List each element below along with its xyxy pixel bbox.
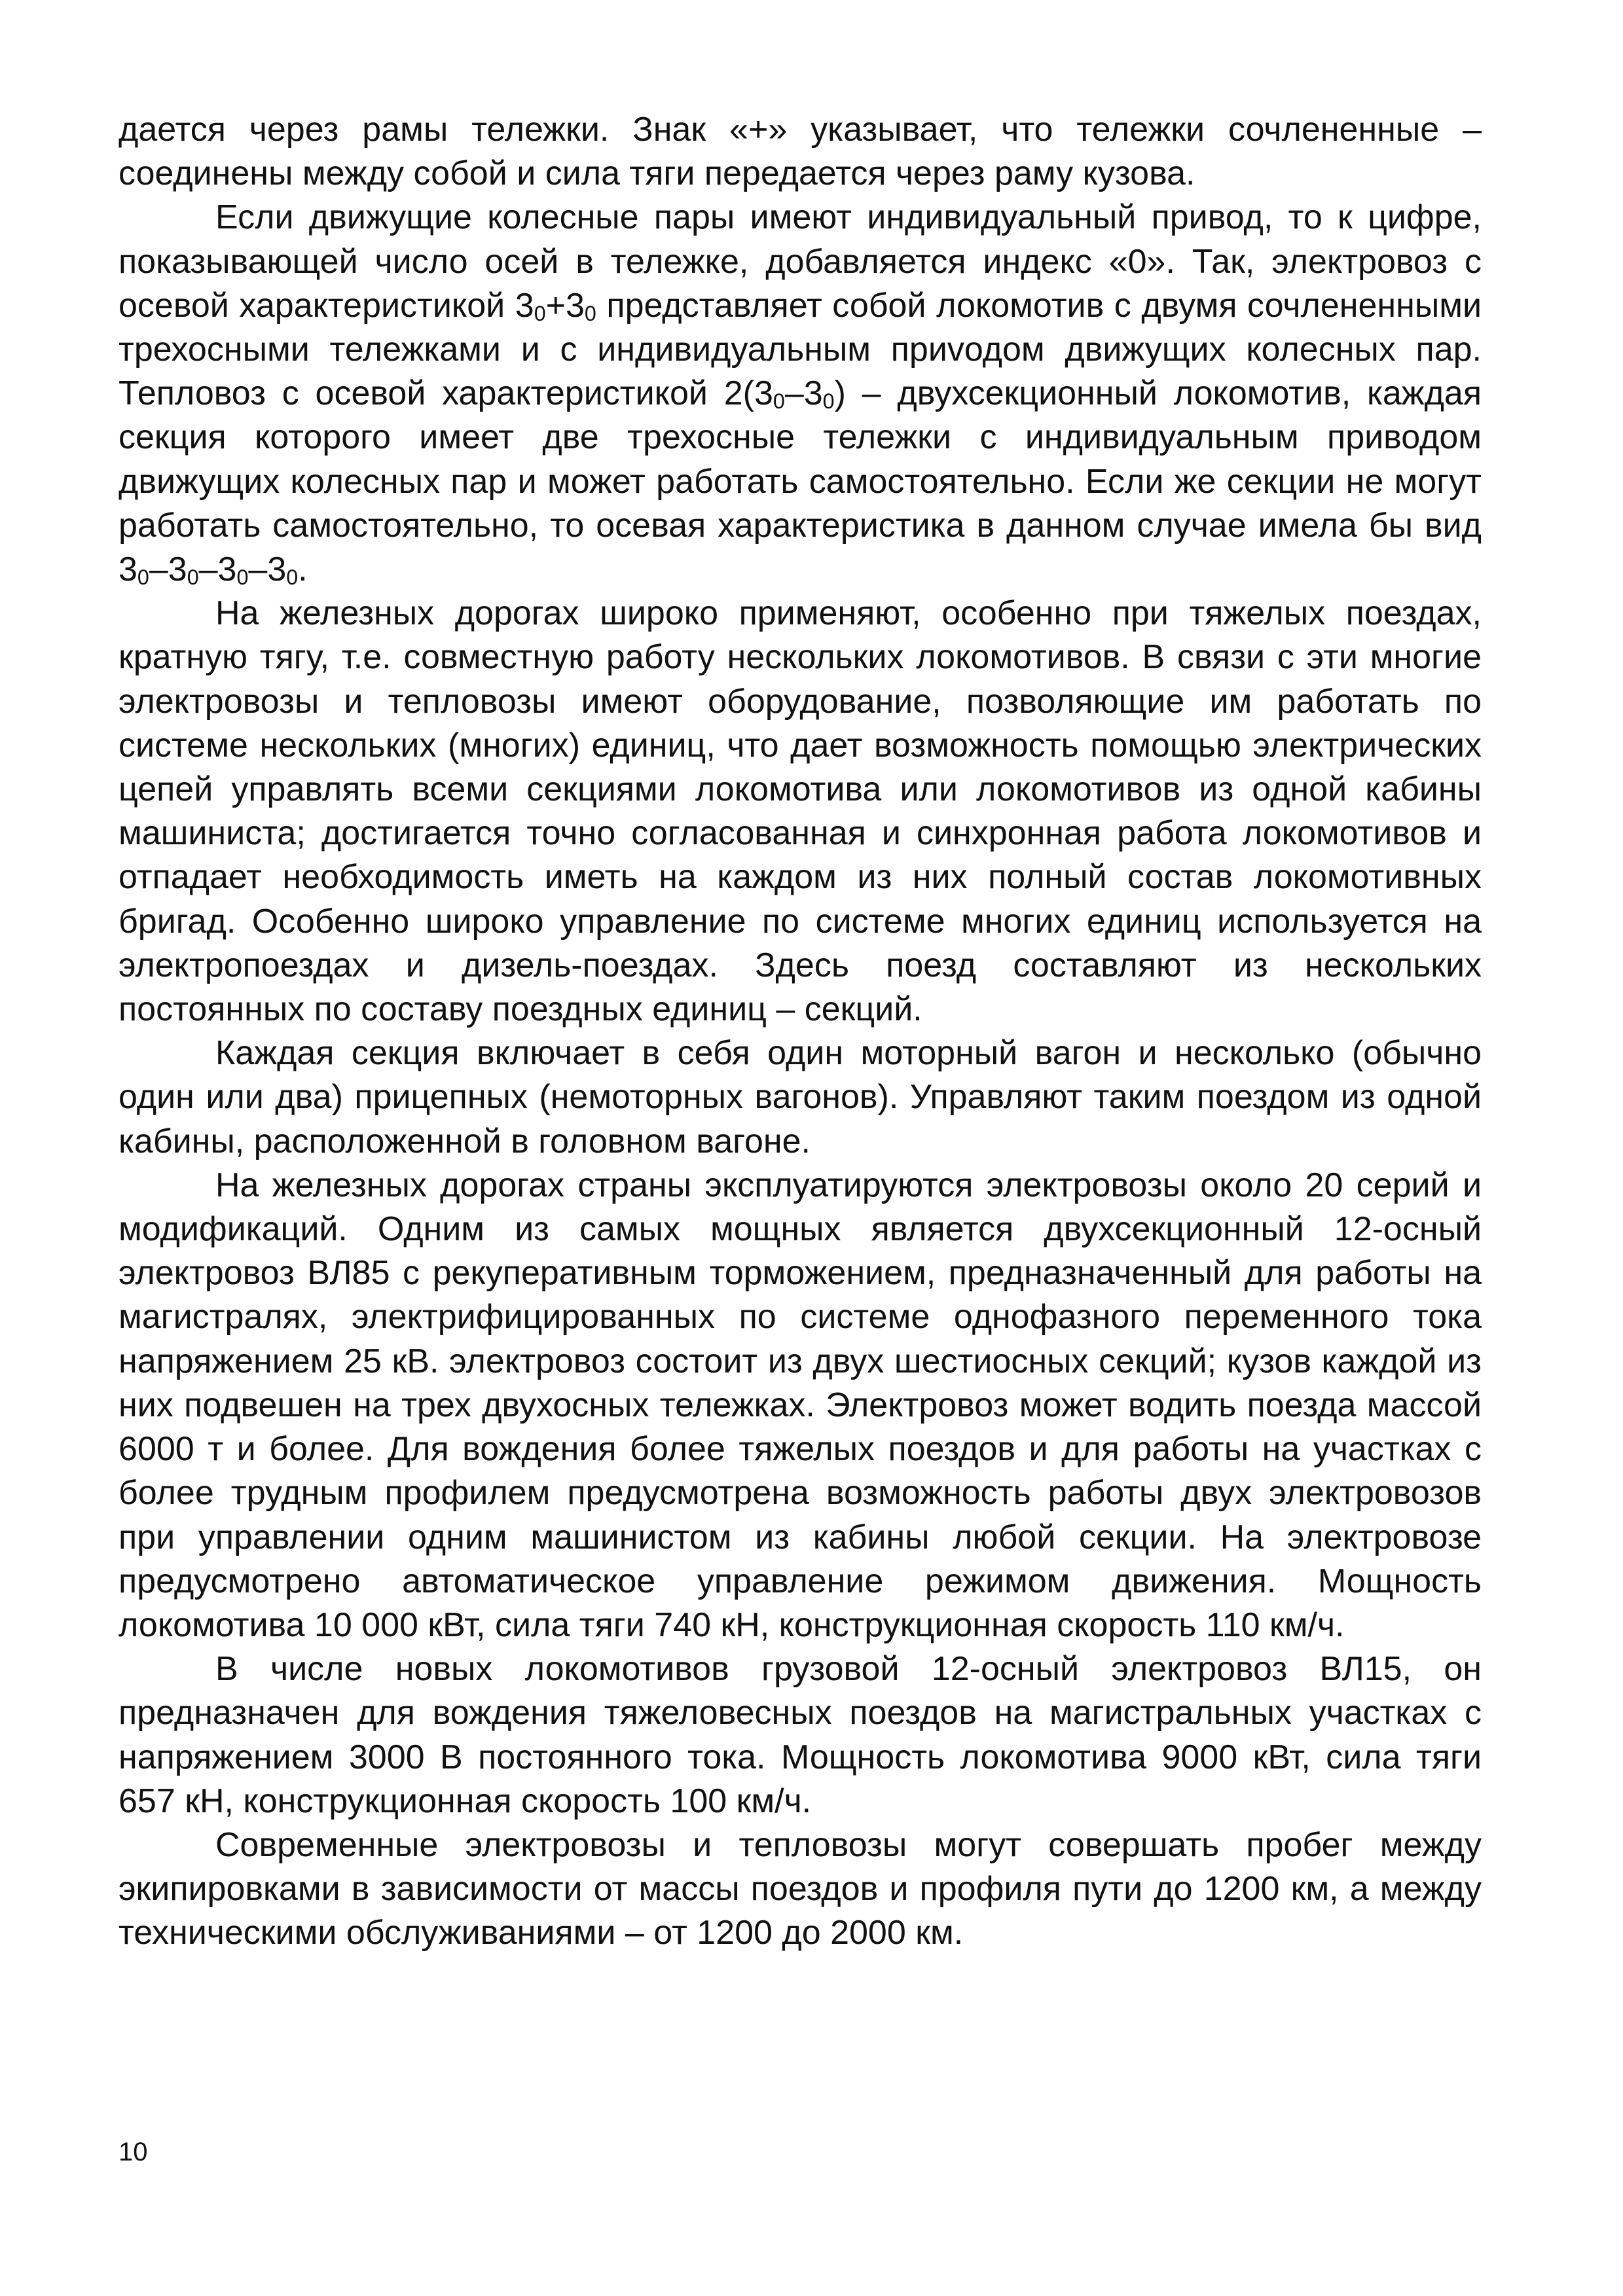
subscript-index: 0 xyxy=(236,565,249,589)
text-run: В числе новых локомотивов грузовой 12-осный электровоз ВЛ15, он предназначен для вождения тяжеловесных поездов на магистральных участках с напряжением 3000 В постоянного тока. Мощность локомотива 9000 кВт, сила тяги 657 кН, конструкционная скорость 100 км/ч. xyxy=(119,1650,1482,1820)
text-run: Каждая секция включает в себя один моторный вагон и несколько (обычно один или два) прицепных (немоторных вагонов). Управляют таким поездом из одной кабины, расположенной в головном вагоне. xyxy=(119,1034,1482,1160)
subscript-index: 0 xyxy=(822,389,835,414)
text-run: Современные электровозы и тепловозы могут совершать пробег между экипировками в зависимости от массы поездов и профиля пути до 1200 км, а между техническими обслуживаниями – от 1200 до 2000 км. xyxy=(119,1825,1482,1952)
subscript-index: 0 xyxy=(773,389,785,414)
page-number: 10 xyxy=(119,2138,148,2166)
text-run: +3 xyxy=(545,286,585,325)
subscript-index: 0 xyxy=(584,301,596,325)
paragraph xyxy=(119,1823,1482,1956)
text-run: –3 xyxy=(198,550,237,589)
text-run: На железных дорогах широко применяют, особенно при тяжелых поездах, кратную тягу, т.е. совместную работу нескольких локомотивов. В связи с эти многие электровозы и тепловозы имеют оборудование, позволяющие им работать по системе нескольких (многих) единиц, что дает возможность помощью электрических цепей управлять всеми секциями локомотива или локомотивов из одной кабины машиниста; достигается точно согласованная и синхронная работа локомотивов и отпадает необходимость иметь на каждом из них полный состав локомотивных бригад. Особенно широко управление по системе многих единиц используется на электропоездах и дизель-поездах. Здесь поезд составляют из нескольких постоянных по составу поездных единиц – секций. xyxy=(119,594,1482,1029)
text-run: ) – двухсекционный локомотив, каждая секция которого имеет две трехосные тележки с индивидуальным приводом движущих колесных пар и может работать самостоятельно. Если же секции не могут работать самостоятельно, то осевая характеристика в данном случае имела бы вид 3 xyxy=(119,374,1482,589)
text-run: –3 xyxy=(248,550,287,589)
subscript-index: 0 xyxy=(137,565,149,589)
text-run: Если движущие колесные пары имеют индивидуальный привод, то к цифре, показывающей число осей в тележке, добавляется индекс «0». Так, электровоз с осевой характеристикой 3 xyxy=(119,198,1482,325)
subscript-index: 0 xyxy=(187,565,199,589)
text-run: –3 xyxy=(784,374,823,413)
paragraph xyxy=(119,196,1482,592)
text-run: . xyxy=(298,550,308,589)
subscript-index: 0 xyxy=(286,565,299,589)
text-run: представляет собой локомотив с двумя сочлененными трехосными тележками и с индивидуальным приvодом движущих колесных пар. Тепловоз с осевой характеристикой 2(3 xyxy=(119,286,1482,413)
paragraph xyxy=(119,108,1482,196)
body-text xyxy=(119,108,1482,1956)
text-run: –3 xyxy=(149,550,187,589)
text-run: дается через рамы тележки. Знак «+» указывает, что тележки сочлененные – соединены между собой и сила тяги передается через раму кузова. xyxy=(119,111,1482,193)
paragraph xyxy=(119,1031,1482,1164)
text-run: На железных дорогах страны эксплуатируются электровозы около 20 серий и модификаций. Одним из самых мощных является двухсекционный 12-осный электровоз ВЛ85 с рекуперативным торможением, предназначенный для работы на магистралях, электрифицированных по системе однофазного переменного тока напряжением 25 кВ. электровоз состоит из двух шестиосных секций; кузов каждой из них подвешен на трех двухосных тележках. Электровоз может водить поезда массой 6000 т и более. Для вождения более тяжелых поездов и для работы на участках с более трудным профилем предусмотрена возможность работы двух электровозов при управлении одним машинистом из кабины любой секции. На электровозе предусмотрено автоматическое управление режимом движения. Мощность локомотива 10 000 кВт, сила тяги 740 кН, конструкционная скорость 110 км/ч. xyxy=(119,1166,1482,1644)
paragraph xyxy=(119,1647,1482,1823)
paragraph xyxy=(119,592,1482,1031)
subscript-index: 0 xyxy=(534,301,546,325)
paragraph xyxy=(119,1164,1482,1647)
